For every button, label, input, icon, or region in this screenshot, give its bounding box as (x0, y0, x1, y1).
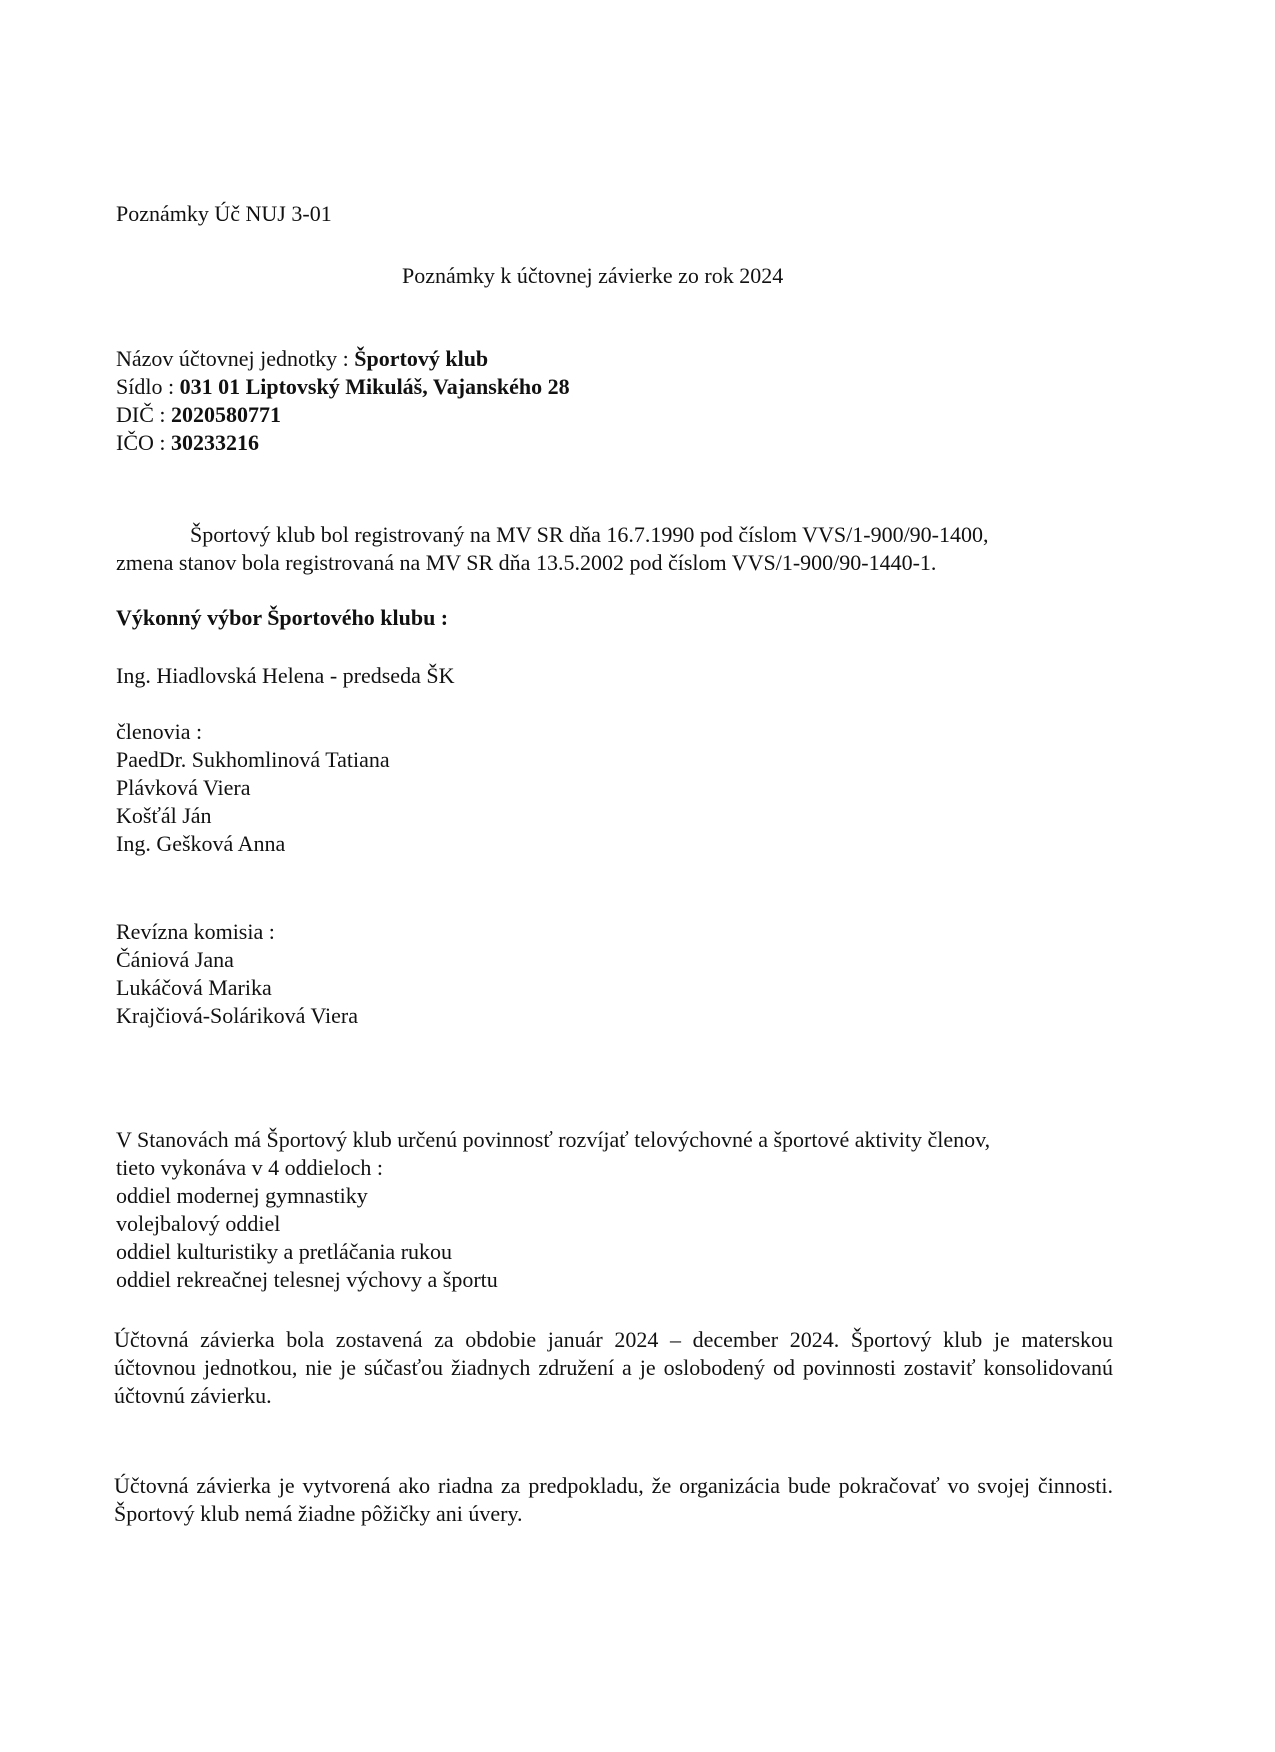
executive-committee-members (116, 718, 390, 858)
entity-name-value: Športový klub (354, 346, 489, 371)
document-title: Poznámky k účtovnej závierke zo rok 2024 (402, 263, 784, 288)
list-item: Lukáčová Marika (116, 975, 272, 1000)
list-item: PaedDr. Sukhomlinová Tatiana (116, 747, 390, 772)
statutes-block (116, 1126, 990, 1294)
list-item: volejbalový oddiel (116, 1211, 281, 1236)
entity-ico-row (116, 429, 570, 457)
registration-line-2: zmena stanov bola registrovaná na MV SR dňa 13.5.2002 pod číslom VVS/1-900/90-1440-1. (116, 550, 937, 575)
entity-seat-value: 031 01 Liptovský Mikuláš, Vajanského 28 (179, 374, 570, 399)
list-item: Plávková Viera (116, 775, 251, 800)
list-item: oddiel rekreačnej telesnej výchovy a športu (116, 1267, 498, 1292)
list-item: Košťál Ján (116, 803, 212, 828)
list-item: oddiel modernej gymnastiky (116, 1183, 368, 1208)
audit-committee (116, 918, 358, 1030)
entity-dic-label: DIČ : (116, 402, 171, 427)
list-item: oddiel kulturistiky a pretláčania rukou (116, 1239, 453, 1264)
entity-dic-row (116, 401, 570, 429)
list-item: Ing. Gešková Anna (116, 831, 286, 856)
entity-name-label: Názov účtovnej jednotky : (116, 346, 355, 371)
entity-dic-value: 2020580771 (171, 402, 281, 427)
audit-committee-label: Revízna komisia : (116, 919, 275, 944)
entity-info (116, 345, 570, 457)
statutes-line-1: V Stanovách má Športový klub určenú povinnosť rozvíjať telovýchovné a športové aktivity členov, (116, 1127, 991, 1152)
list-item: Krajčiová-Soláriková Viera (116, 1003, 359, 1028)
list-item: Čániová Jana (116, 947, 234, 972)
executive-committee-chair: Ing. Hiadlovská Helena - predseda ŠK (116, 663, 455, 688)
entity-seat-label: Sídlo : (116, 374, 180, 399)
members-label: členovia : (116, 719, 203, 744)
document-code: Poznámky Úč NUJ 3-01 (116, 201, 332, 226)
registration-line-1: Športový klub bol registrovaný na MV SR dňa 16.7.1990 pod číslom VVS/1-900/90-1400, (190, 522, 989, 547)
paragraph-going-concern: Účtovná závierka je vytvorená ako riadna za predpokladu, že organizácia bude pokračovať vo svojej činnosti. Športový klub nemá žiadne pôžičky ani úvery. (114, 1473, 1113, 1526)
entity-ico-value: 30233216 (171, 430, 259, 455)
entity-name-row (116, 345, 570, 373)
entity-seat-row (116, 373, 570, 401)
paragraph-period: Účtovná závierka bola zostavená za obdobie január 2024 – december 2024. Športový klub je materskou účtovnou jednotkou, nie je súčasťou žiadnych združení a je oslobodený od povinnosti zostaviť konsolidovanú účtovnú závierku. (114, 1327, 1113, 1408)
statutes-line-2: tieto vykonáva v 4 oddieloch : (116, 1155, 383, 1180)
executive-committee-heading: Výkonný výbor Športového klubu : (116, 605, 449, 630)
entity-ico-label: IČO : (116, 430, 171, 455)
